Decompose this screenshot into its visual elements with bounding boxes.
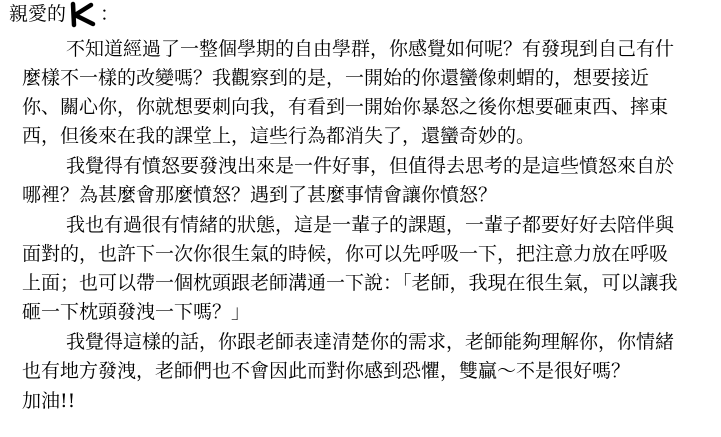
paragraph-1-line-4: 西，但後來在我的課堂上，這些行為都消失了，還蠻奇妙的。 (22, 125, 536, 147)
paragraph-1-line-2: 麼樣不一樣的改變嗎？我觀察到的是，一開始的你還蠻像刺蝟的，想要接近 (22, 67, 650, 89)
redacted-name-mark (66, 2, 100, 26)
paragraph-1-line-3: 你、關心你，你就想要刺向我，有看到一開始你暴怒之後你想要砸東西、摔東 (22, 96, 669, 118)
paragraph-4-line-2: 也有地方發洩，老師們也不會因此而對你感到恐懼，雙贏～不是很好嗎？ (22, 360, 631, 382)
paragraph-4-line-1: 我覺得這樣的話，你跟老師表達清楚你的需求，老師能夠理解你，你情緒 (66, 331, 675, 353)
greeting-suffix: ： (100, 3, 120, 25)
paragraph-3-line-3: 上面；也可以帶一個枕頭跟老師溝通一下說：「老師，我現在很生氣，可以讓我 (22, 272, 678, 294)
greeting-line (9, 2, 119, 26)
paragraph-3-line-1: 我也有過很有情緒的狀態，這是一輩子的課題，一輩子都要好好去陪伴與 (66, 214, 675, 236)
paragraph-2-line-1: 我覺得有憤怒要發洩出來是一件好事，但值得去思考的是這些憤怒來自於 (66, 155, 675, 177)
paragraph-3-line-2: 面對的，也許下一次你很生氣的時候，你可以先呼吸一下，把注意力放在呼吸 (22, 243, 669, 265)
greeting-prefix: 親愛的 (9, 3, 67, 25)
paragraph-1-line-1: 不知道經過了一整個學期的自由學群，你感覺如何呢？有發現到自己有什 (66, 38, 675, 60)
closing-line: 加油!! (22, 390, 76, 412)
paragraph-3-line-4: 砸一下枕頭發洩一下嗎？」 (22, 301, 251, 323)
paragraph-2-line-2: 哪裡？為甚麼會那麼憤怒？遇到了甚麼事情會讓你憤怒？ (22, 184, 498, 206)
